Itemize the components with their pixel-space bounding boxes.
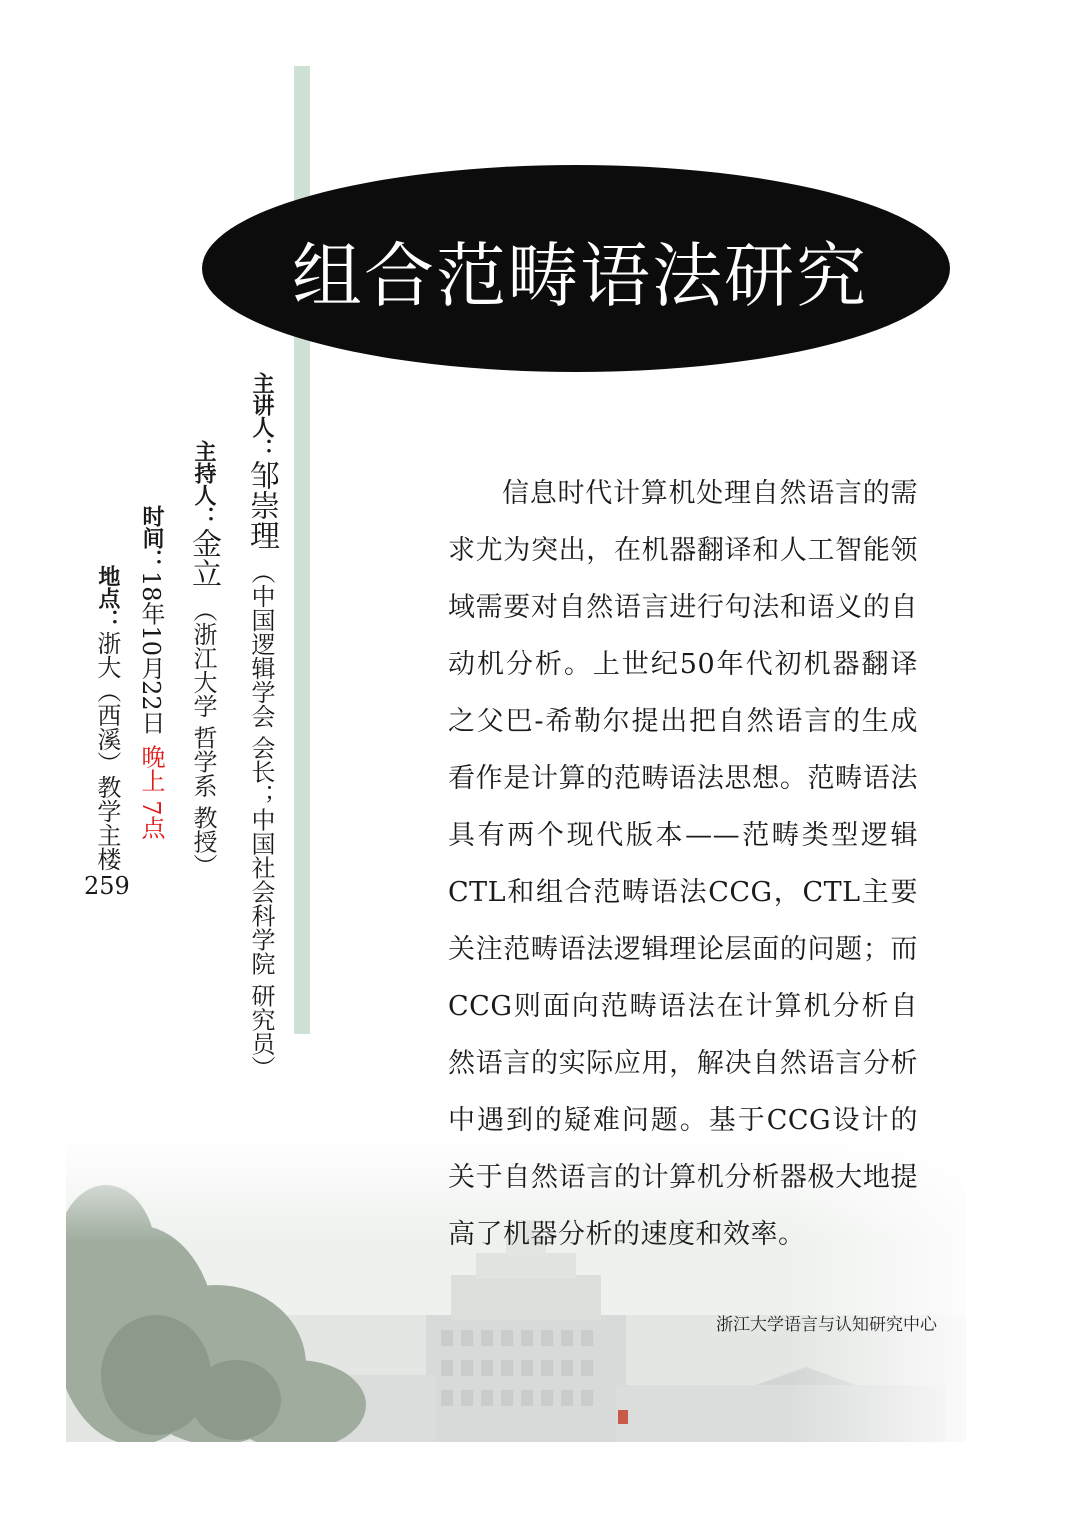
host-name: 金立: [186, 528, 221, 588]
host-affiliation: （浙江大学 哲学系 教授）: [189, 598, 217, 878]
speaker-affiliation: （中国逻辑学会 会长；中国社会科学院 研究员）: [247, 560, 275, 1080]
speaker-name: 邹崇理: [244, 460, 279, 550]
place-room: 259: [84, 872, 130, 900]
place-value: 浙大（西溪）教学主楼: [92, 631, 121, 871]
time-column: [136, 505, 166, 840]
title-banner: [202, 165, 950, 372]
speaker-label: 主讲人：: [249, 372, 274, 460]
place-column: [84, 565, 130, 901]
organizer-name: 浙江大学语言与认知研究中心: [716, 1315, 937, 1335]
lecture-abstract: 信息时代计算机处理自然语言的需求尤为突出，在机器翻译和人工智能领域需要对自然语言进行句法和语义的自动机分析。上世纪50年代初机器翻译之父巴-希勒尔提出把自然语言的生成看作是计算的范畴语法思想。范畴语法具有两个现代版本——范畴类型逻辑CTL和组合范畴语法CCG，CTL主要关注范畴语法逻辑理论层面的问题；而CCG则面向范畴语法在计算机分析自然语言的实际应用，解决自然语言分析中遇到的疑难问题。基于CCG设计的关于自然语言的计算机分析器极大地提高了机器分析的速度和效率。: [448, 478, 918, 1250]
time-date: 18年10月22日: [137, 571, 165, 735]
time-hour: 晚上 7点: [137, 744, 165, 840]
place-label: 地点：: [94, 565, 120, 631]
host-column: [186, 440, 221, 878]
speaker-column: [244, 372, 279, 1080]
lecture-title: 组合范畴语法研究: [292, 235, 868, 317]
host-label: 主持人：: [191, 440, 216, 528]
time-label: 时间：: [139, 505, 164, 571]
